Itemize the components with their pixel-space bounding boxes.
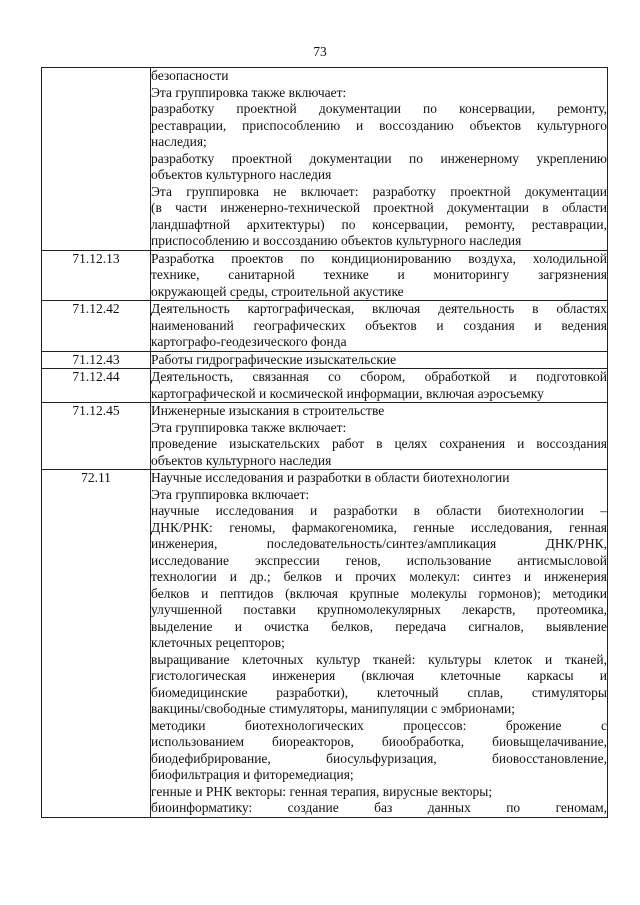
description-line: Деятельность, связанная со сбором, обработкой и подготовкой	[151, 369, 607, 384]
classification-code: 72.11	[42, 470, 151, 818]
description-line: (в части инженерно-технической проектной документации в области	[151, 200, 607, 215]
classification-description	[151, 403, 608, 470]
description-line: ландшафтной архитектуры) по консервации, ремонту, реставрации,	[151, 216, 607, 232]
description-line: наследия;	[151, 134, 207, 149]
description-line: Деятельность картографическая, включая деятельность в областях	[151, 301, 607, 316]
table-row	[42, 68, 608, 251]
classification-code: 71.12.42	[42, 301, 151, 352]
classification-table	[41, 67, 608, 818]
description-line: разработку проектной документации по инженерному укреплению	[151, 150, 607, 166]
description-line: Инженерные изыскания в строительстве	[151, 403, 385, 418]
classification-description	[151, 250, 608, 301]
table-row	[42, 403, 608, 470]
table-body	[42, 68, 608, 818]
classification-description	[151, 301, 608, 352]
classification-code: 71.12.43	[42, 351, 151, 369]
description-line: биофильтрация и фиторемедиация;	[151, 767, 354, 782]
description-line: исследование экспрессии генов, использование антисмысловой	[151, 552, 607, 568]
description-line: Разработка проектов по кондиционированию воздуха, холодильной	[151, 250, 607, 266]
description-line: окружающей среды, строительной акустике	[151, 283, 404, 299]
description-line: проведение изыскательских работ в целях сохранения и воссоздания	[151, 436, 607, 451]
description-line: биомедицинские разработки), клеточный сплав, стимуляторы	[151, 684, 607, 700]
description-line: объектов культурного наследия	[151, 452, 332, 468]
description-line: научные исследования и разработки в области биотехнологии –	[151, 503, 607, 518]
description-line: наименований географических объектов и создания и ведения	[151, 317, 607, 333]
description-line: безопасности	[151, 68, 229, 83]
page-number: 73	[313, 44, 327, 59]
description-line: картографо-геодезического фонда	[151, 334, 347, 349]
description-line: гистологическая инженерия (включая клеточные каркасы и	[151, 668, 607, 683]
description-line: технологии и др.; белков и прочих молекул: синтез и инженерия	[151, 569, 607, 584]
description-line: клеточных рецепторов;	[151, 635, 285, 650]
classification-description	[151, 351, 608, 369]
classification-code: 71.12.13	[42, 250, 151, 301]
classification-description	[151, 68, 608, 251]
description-line: Работы гидрографические изыскательские	[151, 351, 397, 367]
description-line: Эта группировка не включает: разработку проектной документации	[151, 183, 607, 199]
description-line: использованием биореакторов, биообработка, биовыщелачивание,	[151, 734, 607, 749]
description-line: биодефибрирование, биосульфуризация, биовосстановление,	[151, 750, 607, 766]
description-line: методики биотехнологических процессов: брожение с	[151, 717, 607, 733]
description-line: белков и пептидов (включая крупные молекулы гормонов); методики	[151, 585, 607, 601]
description-line: технике, санитарной технике и мониторингу загрязнения	[151, 267, 607, 282]
description-line: выращивание клеточных культур тканей: культуры клеток и тканей,	[151, 651, 607, 667]
table-row	[42, 351, 608, 369]
classification-description	[151, 369, 608, 403]
description-line: генные и РНК векторы: генная терапия, вирусные векторы;	[151, 783, 493, 799]
table-row	[42, 369, 608, 403]
classification-code: 71.12.45	[42, 403, 151, 470]
description-line: Эта группировка также включает:	[151, 419, 347, 435]
description-line: Эта группировка включает:	[151, 486, 310, 502]
description-line: реставрации, приспособлению и воссозданию объектов культурного	[151, 117, 607, 133]
description-line: Научные исследования и разработки в области биотехнологии	[151, 470, 510, 485]
description-line: картографической и космической информации, включая аэросъемку	[151, 385, 544, 401]
description-line: биоинформатику: создание баз данных по геномам,	[151, 800, 607, 815]
description-line: Эта группировка также включает:	[151, 84, 347, 100]
description-line: улучшенной поставки крупномолекулярных лекарств, протеомика,	[151, 602, 607, 617]
table-row	[42, 301, 608, 352]
table-row	[42, 470, 608, 818]
classification-description	[151, 470, 608, 818]
description-line: выделение и очистка белков, передача сигналов, выявление	[151, 618, 607, 634]
description-line: объектов культурного наследия	[151, 167, 332, 182]
description-line: инженерия, последовательность/синтез/ампликация ДНК/РНК,	[151, 536, 607, 551]
description-line: разработку проектной документации по консервации, ремонту,	[151, 101, 607, 116]
description-line: приспособлению и воссозданию объектов культурного наследия	[151, 233, 522, 248]
description-line: ДНК/РНК: геномы, фармакогеномика, генные исследования, генная	[151, 519, 607, 535]
description-line: вакцины/свободные стимуляторы, манипуляции с эмбрионами;	[151, 701, 516, 716]
table-row	[42, 250, 608, 301]
classification-code: 71.12.44	[42, 369, 151, 403]
classification-code	[42, 68, 151, 251]
